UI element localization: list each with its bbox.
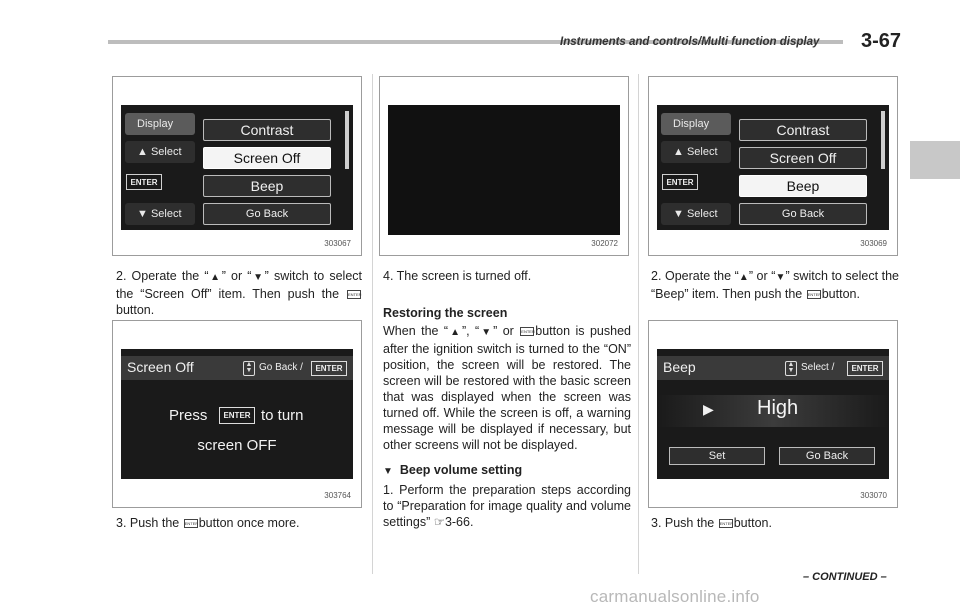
option-go-back: Go Back bbox=[739, 203, 867, 225]
beep-heading: ▼ Beep volume setting bbox=[383, 463, 523, 477]
option-beep: Beep bbox=[739, 175, 867, 197]
step2-text: 2. Operate the “▲” or “▼” switch to select the “Screen Off” item. Then push the ENTERbutton. bbox=[116, 269, 363, 317]
updown-switch-icon: ▲ ▼ bbox=[785, 361, 797, 376]
enter-icon: ENTER bbox=[719, 521, 734, 527]
chapter-tab bbox=[910, 141, 960, 179]
scrollbar bbox=[345, 111, 349, 169]
msg-screen-off: screen OFF bbox=[197, 437, 277, 454]
display-screen bbox=[121, 105, 353, 230]
option-contrast: Contrast bbox=[739, 119, 867, 141]
step4-text: 4. The screen is turned off. bbox=[383, 269, 532, 283]
enter-tag: ENTER bbox=[662, 174, 698, 190]
play-arrow-icon: ▶ bbox=[703, 401, 714, 417]
msg-to-turn: to turn bbox=[261, 407, 304, 424]
volume-value: High bbox=[757, 397, 799, 419]
display-screen-off bbox=[388, 105, 620, 235]
section-title: Instruments and controls/Multi function display bbox=[560, 36, 820, 48]
option-screen-off: Screen Off bbox=[203, 147, 331, 169]
step2-beep-text: 2. Operate the “▲” or “▼” switch to select the “Beep” item. Then push the ENTERbutton. bbox=[651, 269, 899, 301]
enter-icon: ENTER bbox=[807, 292, 822, 298]
screen-title: Beep bbox=[663, 359, 696, 375]
down-triangle-icon: ▼ bbox=[251, 272, 265, 283]
column-divider bbox=[638, 74, 639, 574]
select-up-tag: ▲ Select bbox=[125, 141, 195, 163]
figure-screen-off-confirm bbox=[112, 320, 362, 508]
restoring-paragraph: When the “▲”, “▼” or ENTERbutton is pushed after the ignition switch is turned to the “ON” position, the screen will be restored. The screen will be restored with the basic screen that was displayed when the screen was turned off. While the screen is off, a warning message will be displayed if necessary, but other screens will not be displayed. bbox=[383, 324, 631, 452]
continued-label: – CONTINUED – bbox=[803, 571, 887, 583]
figure-code: 303070 bbox=[860, 491, 887, 500]
select-label: Select / bbox=[801, 362, 835, 373]
screen-title: Screen Off bbox=[127, 359, 194, 375]
column-divider bbox=[372, 74, 373, 574]
option-beep: Beep bbox=[203, 175, 331, 197]
ref-icon: ☞3-66. bbox=[433, 515, 474, 529]
figure-beep-volume bbox=[648, 320, 898, 508]
up-triangle-icon: ▲ bbox=[448, 327, 462, 338]
display-tag: Display bbox=[125, 113, 195, 135]
enter-tag: ENTER bbox=[311, 361, 347, 376]
option-contrast: Contrast bbox=[203, 119, 331, 141]
enter-tag: ENTER bbox=[847, 361, 883, 376]
scrollbar bbox=[881, 111, 885, 169]
select-down-tag: ▼ Select bbox=[661, 203, 731, 225]
figure-menu-beep bbox=[648, 76, 898, 256]
beep-step1: 1. Perform the preparation steps according to “Preparation for image quality and volume settings” ☞3-66. bbox=[383, 483, 631, 529]
select-down-tag: ▼ Select bbox=[125, 203, 195, 225]
figure-code: 303764 bbox=[324, 491, 351, 500]
up-triangle-icon: ▲ bbox=[738, 272, 749, 283]
watermark: carmanualsonline.info bbox=[590, 587, 760, 606]
step3-text: 3. Push the ENTERbutton once more. bbox=[116, 516, 300, 530]
restoring-heading: Restoring the screen bbox=[383, 306, 508, 320]
enter-icon: ENTER bbox=[184, 521, 199, 527]
display-screen bbox=[121, 349, 353, 479]
updown-switch-icon: ▲ ▼ bbox=[243, 361, 255, 376]
up-triangle-icon: ▲ bbox=[208, 272, 222, 283]
msg-press: Press bbox=[169, 407, 208, 424]
down-triangle-icon: ▼ bbox=[479, 327, 494, 338]
step3-beep-text: 3. Push the ENTERbutton. bbox=[651, 516, 772, 530]
enter-icon: ENTER bbox=[347, 292, 362, 298]
goback-label: Go Back / bbox=[259, 362, 303, 373]
page-number: 3-67 bbox=[861, 30, 902, 52]
go-back-button: Go Back bbox=[779, 447, 875, 465]
display-screen bbox=[657, 349, 889, 479]
down-triangle-icon: ▼ bbox=[383, 466, 393, 477]
display-screen bbox=[657, 105, 889, 230]
enter-icon: ENTER bbox=[219, 407, 255, 424]
figure-code: 302072 bbox=[591, 239, 618, 248]
figure-menu-screen-off bbox=[112, 76, 362, 256]
option-screen-off: Screen Off bbox=[739, 147, 867, 169]
figure-screen-turned-off bbox=[379, 76, 629, 256]
display-tag: Display bbox=[661, 113, 731, 135]
figure-code: 303069 bbox=[860, 239, 887, 248]
select-up-tag: ▲ Select bbox=[661, 141, 731, 163]
enter-icon: ENTER bbox=[521, 329, 535, 335]
figure-code: 303067 bbox=[324, 239, 351, 248]
down-triangle-icon: ▼ bbox=[775, 272, 786, 283]
set-button: Set bbox=[669, 447, 765, 465]
enter-tag: ENTER bbox=[126, 174, 162, 190]
option-go-back: Go Back bbox=[203, 203, 331, 225]
